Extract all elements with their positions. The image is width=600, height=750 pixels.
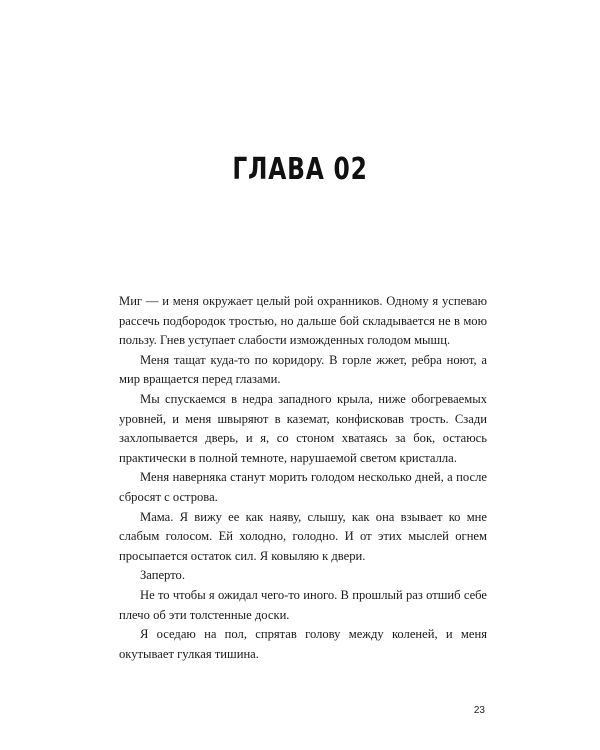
body-text [119, 292, 487, 664]
paragraph: Меня тащат куда-то по коридору. В горле жжет, ребра ноют, а мир вращается перед глазами. [119, 352, 487, 387]
page-number: 23 [473, 705, 485, 716]
paragraph: Мы спускаемся в недра западного крыла, ниже обогреваемых уровней, и меня швыряют в каземат, конфисковав трость. Сзади захлопывается дверь, и я, со стоном хватаясь за бок, остаюсь практически в полной темноте, нарушаемой светом кристалла. [119, 391, 487, 465]
paragraph: Мама. Я вижу ее как наяву, слышу, как она взывает ко мне слабым голосом. Ей холодно, голодно. И от этих мыслей огнем просыпается остаток сил. Я ковыляю к двери. [119, 509, 487, 563]
paragraph: Я оседаю на пол, спрятав голову между коленей, и меня окутывает гулкая тишина. [119, 627, 487, 661]
paragraph: Заперто. [140, 568, 185, 583]
paragraph: Не то чтобы я ожидал чего-то иного. В прошлый раз отшиб себе плечо об эти толстенные доски. [119, 587, 487, 622]
chapter-title: ГЛАВА 02 [232, 152, 368, 187]
paragraph: Миг — и меня окружает целый рой охранников. Одному я успеваю рассечь подбородок тростью, но дальше бой складывается не в мою пользу. Гнев уступает слабости изможденных голодом мышц. [119, 294, 487, 348]
paragraph: Меня наверняка станут морить голодом несколько дней, а после сбросят с острова. [119, 470, 487, 504]
